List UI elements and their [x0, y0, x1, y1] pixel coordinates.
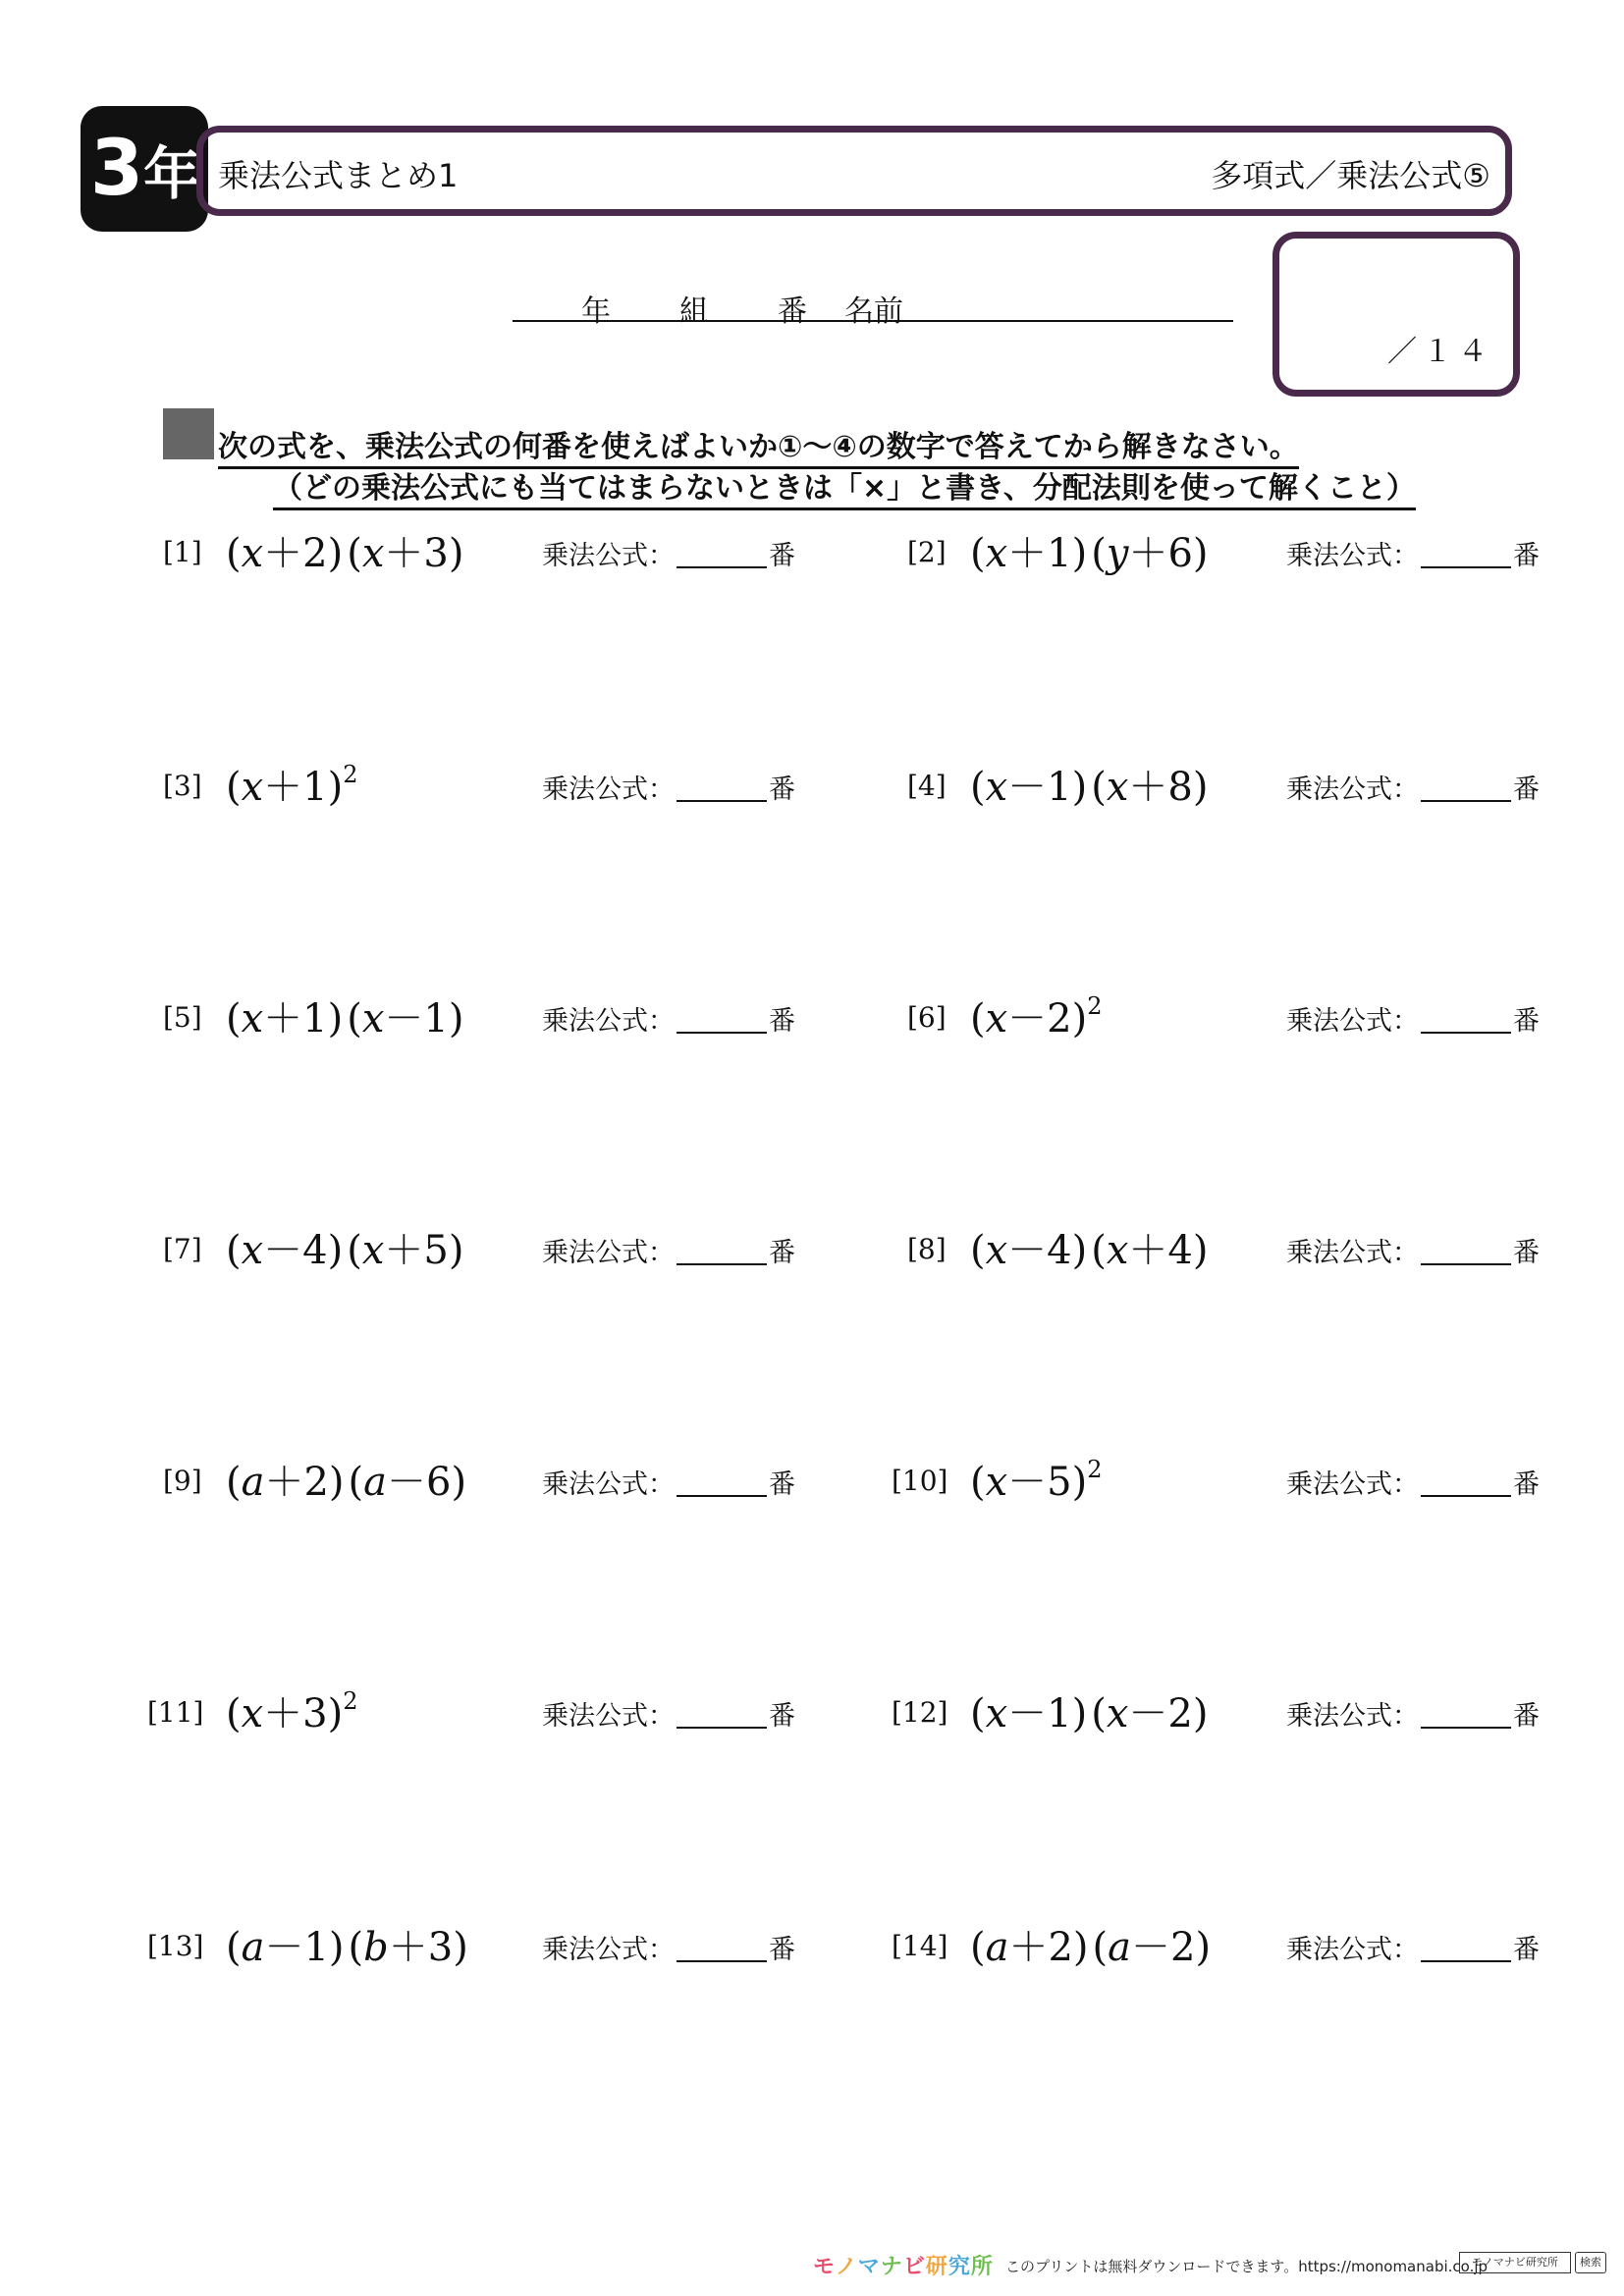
formula-answer [1286, 1231, 1540, 1269]
formula-answer [542, 1694, 795, 1733]
formula-answer [542, 768, 795, 806]
formula-label: 乗法公式： [1286, 1238, 1419, 1268]
formula-suffix: 番 [1513, 1469, 1540, 1500]
formula-blank[interactable] [677, 771, 767, 802]
formula-answer [542, 1231, 795, 1269]
grade-badge [81, 106, 208, 232]
formula-blank[interactable] [1421, 537, 1511, 568]
name-label: 名前 [844, 294, 903, 329]
footer-search-button: 検索 [1575, 2252, 1606, 2273]
problem-number: [3] [163, 770, 202, 802]
formula-suffix: 番 [769, 1238, 795, 1268]
problem-expression [966, 522, 1209, 578]
formula-blank[interactable] [677, 1234, 767, 1265]
problem-number: [9] [163, 1465, 202, 1497]
problem-number: [2] [907, 536, 947, 568]
formula-label: 乗法公式： [542, 1006, 675, 1037]
expression-text: (x＋3) [226, 1691, 344, 1736]
instruction-marker [163, 408, 214, 459]
formula-label: 乗法公式： [542, 774, 675, 805]
expression-text: (x＋1) (y＋6) [970, 531, 1209, 576]
formula-answer [542, 1928, 795, 1966]
formula-suffix: 番 [1513, 1935, 1540, 1965]
problem-number: [13] [147, 1930, 204, 1962]
formula-label: 乗法公式： [1286, 1469, 1419, 1500]
worksheet-subtitle: 多項式／乗法公式⑤ [1211, 157, 1490, 194]
formula-label: 乗法公式： [1286, 1935, 1419, 1965]
formula-suffix: 番 [1513, 1238, 1540, 1268]
problem-number: [12] [892, 1696, 948, 1729]
problem-expression [222, 988, 463, 1043]
formula-label: 乗法公式： [1286, 774, 1419, 805]
grade-number: 3 [89, 125, 142, 213]
footer-note: このプリントは無料ダウンロードできます。https://monomanabi.co.jp [1005, 2258, 1489, 2275]
formula-answer [1286, 999, 1540, 1038]
year-label: 年 [581, 294, 611, 329]
formula-suffix: 番 [1513, 774, 1540, 805]
class-label: 組 [679, 294, 709, 329]
formula-suffix: 番 [769, 1701, 795, 1732]
problem-number: [6] [907, 1001, 947, 1034]
problem-expression [222, 1451, 466, 1507]
expression-text: (x－4) (x＋4) [970, 1228, 1209, 1273]
formula-label: 乗法公式： [1286, 1701, 1419, 1732]
problem-number: [5] [163, 1001, 202, 1034]
formula-label: 乗法公式： [542, 1238, 675, 1268]
expression-exponent: 2 [1087, 992, 1103, 1020]
formula-label: 乗法公式： [542, 541, 675, 571]
formula-suffix: 番 [769, 774, 795, 805]
problem-number: [10] [892, 1465, 948, 1497]
score-total: ／１４ [1387, 335, 1493, 369]
formula-blank[interactable] [1421, 1931, 1511, 1962]
expression-text: (x－1) (x－2) [970, 1691, 1209, 1736]
formula-answer [542, 1463, 795, 1501]
formula-blank[interactable] [677, 1931, 767, 1962]
expression-text: (x－5) [970, 1460, 1088, 1505]
footer-logo: モノマナビ研究所 [813, 2255, 994, 2279]
problem-expression [222, 1682, 358, 1738]
formula-answer [542, 999, 795, 1038]
expression-text: (x－1) (x＋8) [970, 765, 1209, 810]
formula-suffix: 番 [769, 541, 795, 571]
expression-text: (a＋2) (a－2) [970, 1925, 1212, 1970]
footer [813, 2250, 1601, 2283]
expression-text: (a－1) (b＋3) [226, 1925, 468, 1970]
formula-blank[interactable] [1421, 1234, 1511, 1265]
worksheet-title: 乗法公式まとめ1 [218, 157, 459, 194]
formula-answer [1286, 1928, 1540, 1966]
grade-unit: 年 [143, 140, 199, 207]
formula-answer [1286, 768, 1540, 806]
problem-expression [222, 522, 463, 578]
expression-text: (x＋1) [226, 765, 344, 810]
expression-text: (x－4) (x＋5) [226, 1228, 464, 1273]
formula-label: 乗法公式： [542, 1469, 675, 1500]
formula-blank[interactable] [1421, 1002, 1511, 1034]
problem-expression [966, 756, 1208, 812]
formula-blank[interactable] [1421, 771, 1511, 802]
score-box[interactable] [1272, 232, 1520, 397]
problem-expression [966, 1916, 1211, 1972]
expression-text: (x＋2) (x＋3) [226, 531, 464, 576]
formula-answer [1286, 534, 1540, 572]
expression-exponent: 2 [343, 1687, 358, 1715]
formula-suffix: 番 [769, 1935, 795, 1965]
expression-exponent: 2 [343, 761, 358, 788]
expression-exponent: 2 [1087, 1456, 1103, 1483]
instruction-note: （どの乗法公式にも当てはまらないときは「×」と書き、分配法則を使って解くこと） [273, 463, 1416, 510]
expression-text: (x＋1) (x－1) [226, 996, 464, 1041]
name-line[interactable] [513, 287, 1233, 329]
formula-suffix: 番 [1513, 1701, 1540, 1732]
footer-search [1459, 2252, 1602, 2275]
problem-number: [4] [907, 770, 947, 802]
formula-suffix: 番 [769, 1006, 795, 1037]
problem-expression [222, 1219, 463, 1275]
formula-blank[interactable] [677, 1002, 767, 1034]
instruction-main: 次の式を、乗法公式の何番を使えばよいか①～④の数字で答えてから解きなさい。 [218, 422, 1299, 469]
problem-expression [966, 988, 1103, 1043]
expression-text: (x－2) [970, 996, 1088, 1041]
problem-expression [966, 1682, 1208, 1738]
problem-number: [1] [163, 536, 202, 568]
formula-blank[interactable] [677, 1466, 767, 1497]
formula-blank[interactable] [677, 537, 767, 568]
problem-number: [8] [907, 1233, 947, 1265]
formula-label: 乗法公式： [542, 1701, 675, 1732]
problem-number: [14] [892, 1930, 948, 1962]
formula-suffix: 番 [769, 1469, 795, 1500]
formula-label: 乗法公式： [1286, 541, 1419, 571]
formula-answer [1286, 1463, 1540, 1501]
problem-number: [11] [147, 1696, 204, 1729]
formula-label: 乗法公式： [542, 1935, 675, 1965]
formula-answer [1286, 1694, 1540, 1733]
formula-label: 乗法公式： [1286, 1006, 1419, 1037]
number-label: 番 [778, 294, 807, 329]
problem-expression [222, 1916, 468, 1972]
problem-expression [966, 1451, 1103, 1507]
problem-expression [222, 756, 358, 812]
footer-search-box: モノマナビ研究所 [1459, 2252, 1571, 2273]
problem-number: [7] [163, 1233, 202, 1265]
formula-blank[interactable] [1421, 1466, 1511, 1497]
problem-expression [966, 1219, 1208, 1275]
formula-suffix: 番 [1513, 1006, 1540, 1037]
formula-blank[interactable] [1421, 1697, 1511, 1729]
formula-suffix: 番 [1513, 541, 1540, 571]
expression-text: (a＋2) (a－6) [226, 1460, 467, 1505]
formula-blank[interactable] [677, 1697, 767, 1729]
formula-answer [542, 534, 795, 572]
